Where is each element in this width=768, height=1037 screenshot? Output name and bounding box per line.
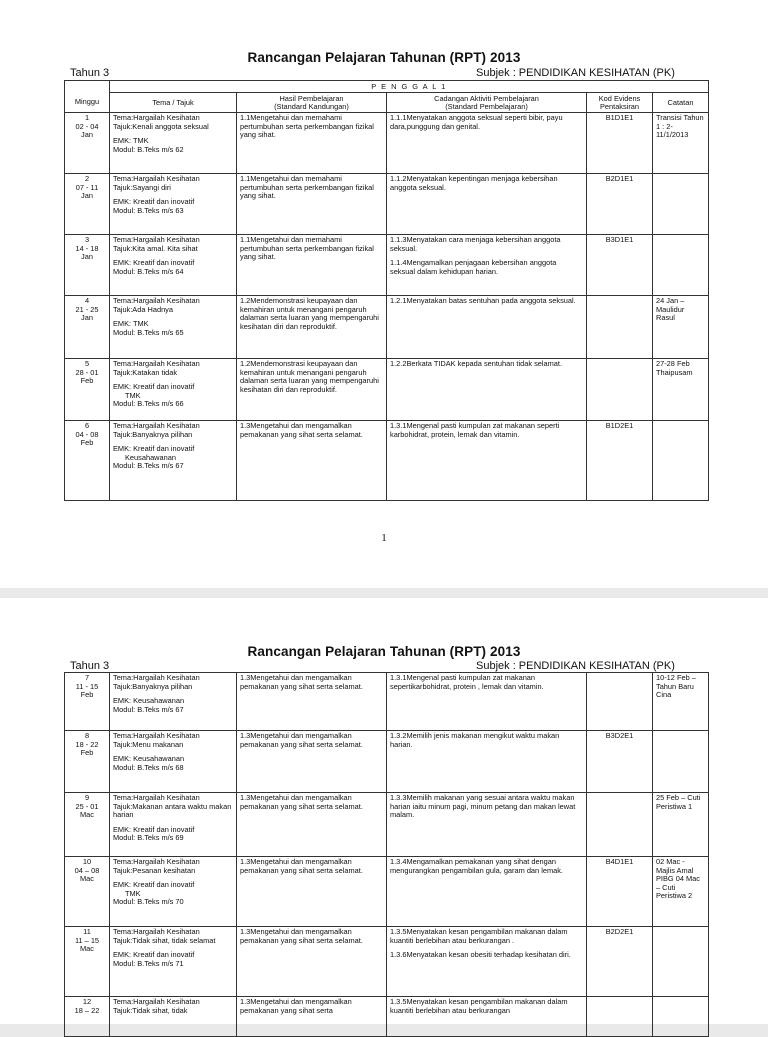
- week-dates: 04 - 08: [75, 429, 99, 439]
- catatan-text: 27-28 Feb Thaipusam: [656, 359, 693, 377]
- catatan-cell: [653, 927, 709, 997]
- week-number: 1: [84, 113, 90, 122]
- tema-cell: [110, 997, 237, 1037]
- hasil-text: 1.2Mendemonstrasi keupayaan dan kemahiran untuk menangani pengaruh dalaman serta luaran yang mempengaruhi kesihatan diri dan reproduktif.: [240, 359, 379, 394]
- page-number: 1: [381, 532, 387, 544]
- emk-text: EMK: TMK: [113, 136, 149, 146]
- minggu-cell: [65, 673, 110, 731]
- week-number: 12: [82, 997, 92, 1006]
- modul-text: Modul: B.Teks m/s 64: [113, 266, 184, 276]
- week-month: Feb: [80, 376, 94, 386]
- week-number: 9: [84, 793, 90, 802]
- tema-text: Tema:Hargailah Kesihatan: [113, 235, 200, 244]
- catatan-cell: [653, 235, 709, 296]
- header-minggu: [65, 93, 110, 113]
- week-number: 4: [84, 296, 90, 305]
- modul-text: Modul: B.Teks m/s 67: [113, 461, 184, 471]
- modul-text: Modul: B.Teks m/s 62: [113, 144, 184, 154]
- hasil-cell: [237, 927, 387, 997]
- emk-text: EMK: Keusahawanan: [113, 754, 185, 764]
- header-catatan: [653, 93, 709, 113]
- tajuk-text: Tajuk:Banyaknya pilihan: [113, 681, 193, 691]
- table-row: [65, 296, 709, 359]
- tema-cell: [110, 857, 237, 927]
- header-text: (Standard Pembelajaran): [445, 101, 528, 111]
- cadangan-cell: [387, 673, 587, 731]
- minggu-cell: [65, 235, 110, 296]
- kod-cell: [587, 296, 653, 359]
- week-number: 2: [84, 174, 90, 183]
- emk-extra: Keusahawanan: [125, 452, 176, 462]
- table-body-page-1: [65, 113, 709, 501]
- emk-text: EMK: Kreatif dan inovatif: [113, 197, 195, 207]
- cadangan-text: 1.2.2Berkata TIDAK kepada sentuhan tidak selamat.: [390, 359, 563, 368]
- emk-text: EMK: Kreatif dan inovatif: [113, 258, 195, 268]
- emk-text: EMK: Kreatif dan inovatif: [113, 444, 195, 454]
- week-dates: 07 - 11: [75, 182, 99, 192]
- minggu-cell: [65, 359, 110, 421]
- week-dates: 21 - 25: [75, 304, 99, 314]
- week-month: Feb: [80, 438, 94, 448]
- tajuk-text: Tajuk:Ada Hadnya: [113, 304, 173, 314]
- tahun-label: Tahun 3: [70, 660, 110, 672]
- hasil-text: 1.1Mengetahui dan memahami pertumbuhan serta perkembangan fizikal yang sihat.: [240, 174, 374, 201]
- week-dates: 25 - 01: [75, 801, 99, 811]
- tema-cell: [110, 113, 237, 174]
- minggu-cell: [65, 997, 110, 1037]
- header-text: Cadangan Aktiviti Pembelajaran: [434, 93, 539, 103]
- modul-text: Modul: B.Teks m/s 66: [113, 399, 184, 409]
- hasil-cell: [237, 731, 387, 793]
- kod-text: B3D1E1: [605, 235, 634, 244]
- table-row: [65, 235, 709, 296]
- catatan-text: 24 Jan – Maulidur Rasul: [656, 296, 685, 323]
- tema-cell: [110, 296, 237, 359]
- week-month: Feb: [80, 690, 94, 700]
- tema-text: Tema:Hargailah Kesihatan: [113, 927, 200, 936]
- kod-text: B2D2E1: [605, 927, 634, 936]
- hasil-cell: [237, 421, 387, 501]
- emk-text: EMK: Kreatif dan inovatif: [113, 824, 195, 834]
- document-title: Rancangan Pelajaran Tahunan (RPT) 2013: [247, 644, 521, 659]
- penggal-header: P E N G G A L 1: [110, 81, 709, 93]
- emk-extra: TMK: [125, 390, 141, 400]
- minggu-cell: [65, 296, 110, 359]
- table-row: [65, 997, 709, 1037]
- cadangan-cell: [387, 113, 587, 174]
- tema-cell: [110, 174, 237, 235]
- table-row: [65, 857, 709, 927]
- week-dates: 18 – 22: [74, 1005, 100, 1015]
- cadangan-cell: [387, 421, 587, 501]
- catatan-text: 02 Mac - Majlis Amal PIBG 04 Mac – Cuti Peristiwa 2: [656, 857, 700, 901]
- tajuk-text: Tajuk:Makanan antara waktu makan harian: [113, 801, 232, 820]
- minggu-cell: [65, 731, 110, 793]
- header-cadangan: [387, 93, 587, 113]
- hasil-cell: [237, 174, 387, 235]
- kod-text: B2D1E1: [605, 174, 634, 183]
- catatan-cell: [653, 673, 709, 731]
- catatan-cell: [653, 296, 709, 359]
- cadangan-text: 1.3.2Memilih jenis makanan mengikut waktu makan harian.: [390, 731, 560, 749]
- week-month: Mac: [80, 874, 94, 884]
- kod-cell: [587, 731, 653, 793]
- table-row: [65, 359, 709, 421]
- emk-text: EMK: Kreatif dan inovatif: [113, 382, 195, 392]
- hasil-text: 1.3Mengetahui dan mengamalkan pemakanan yang sihat serta selamat.: [240, 857, 363, 875]
- modul-text: Modul: B.Teks m/s 71: [113, 958, 184, 968]
- tema-text: Tema:Hargailah Kesihatan: [113, 421, 200, 430]
- cadangan-extra: 1.3.6Menyatakan kesan obesiti terhadap kesihatan diri.: [390, 950, 571, 960]
- week-dates: 11 - 15: [75, 681, 99, 691]
- kod-text: B1D2E1: [605, 421, 634, 430]
- week-dates: 14 - 18: [75, 243, 99, 253]
- week-month: Jan: [81, 252, 93, 262]
- week-number: 10: [82, 857, 92, 866]
- catatan-cell: [653, 793, 709, 857]
- tema-text: Tema:Hargailah Kesihatan: [113, 174, 200, 183]
- tema-cell: [110, 673, 237, 731]
- hasil-text: 1.3Mengetahui dan mengamalkan pemakanan yang sihat serta selamat.: [240, 793, 363, 811]
- hasil-text: 1.3Mengetahui dan mengamalkan pemakanan yang sihat serta selamat.: [240, 421, 363, 439]
- emk-text: EMK: TMK: [113, 319, 149, 329]
- table-row: [65, 113, 709, 174]
- catatan-cell: [653, 997, 709, 1037]
- cadangan-text: 1.3.5Menyatakan kesan pengambilan makanan dalam kuantiti berlebihan atau berkurangan .: [390, 927, 568, 945]
- cadangan-cell: [387, 235, 587, 296]
- week-number: 6: [84, 421, 90, 430]
- table-body-page-2: [65, 673, 709, 1037]
- table-row: [65, 927, 709, 997]
- kod-cell: [587, 927, 653, 997]
- week-month: Jan: [81, 191, 93, 201]
- modul-text: Modul: B.Teks m/s 63: [113, 205, 184, 215]
- catatan-text: 10-12 Feb – Tahun Baru Cina: [656, 673, 696, 700]
- document-page-2: [0, 598, 768, 1024]
- modul-text: Modul: B.Teks m/s 69: [113, 833, 184, 843]
- tema-cell: [110, 927, 237, 997]
- week-month: Mac: [80, 944, 94, 954]
- catatan-cell: [653, 359, 709, 421]
- kod-text: B3D2E1: [605, 731, 634, 740]
- cadangan-text: 1.3.1Mengenal pasti kumpulan zat makanan sepertikarbohidrat, protein , lemak dan vitamin.: [390, 673, 544, 691]
- cadangan-cell: [387, 296, 587, 359]
- hasil-text: 1.3Mengetahui dan mengamalkan pemakanan yang sihat serta selamat.: [240, 927, 363, 945]
- tema-text: Tema:Hargailah Kesihatan: [113, 997, 200, 1006]
- tema-text: Tema:Hargailah Kesihatan: [113, 731, 200, 740]
- table-row: [65, 673, 709, 731]
- hasil-cell: [237, 113, 387, 174]
- week-month: Feb: [80, 748, 94, 758]
- modul-text: Modul: B.Teks m/s 68: [113, 762, 184, 772]
- table-row: [65, 421, 709, 501]
- tema-cell: [110, 359, 237, 421]
- week-dates: 04 – 08: [74, 865, 100, 875]
- minggu-cell: [65, 113, 110, 174]
- kod-cell: [587, 235, 653, 296]
- cadangan-text: 1.3.4Mengamalkan pemakanan yang sihat dengan mengurangkan pengambilan gula, garam dan lemak.: [390, 857, 563, 875]
- rpt-table: [64, 80, 709, 501]
- catatan-cell: [653, 421, 709, 501]
- tema-text: Tema:Hargailah Kesihatan: [113, 793, 200, 802]
- cadangan-cell: [387, 997, 587, 1037]
- cadangan-text: 1.1.2Menyatakan kepentingan menjaga kebersihan anggota seksual.: [390, 174, 558, 192]
- cadangan-text: 1.3.1Mengenal pasti kumpulan zat makanan seperti karbohidrat, protein, lemak dan vitamin.: [390, 421, 560, 439]
- hasil-text: 1.1Mengetahui dan memahami pertumbuhan serta perkembangan fizikal yang sihat.: [240, 235, 374, 262]
- tema-cell: [110, 731, 237, 793]
- minggu-cell: [65, 174, 110, 235]
- week-number: 3: [84, 235, 90, 244]
- subjek-label: Subjek : PENDIDIKAN KESIHATAN (PK): [476, 67, 675, 79]
- modul-text: Modul: B.Teks m/s 67: [113, 704, 184, 714]
- hasil-text: 1.3Mengetahui dan mengamalkan pemakanan yang sihat serta: [240, 997, 352, 1015]
- header-kod: [587, 93, 653, 113]
- header-text: (Standard Kandungan): [274, 101, 349, 111]
- document-title: Rancangan Pelajaran Tahunan (RPT) 2013: [247, 50, 521, 65]
- subjek-label: Subjek : PENDIDIKAN KESIHATAN (PK): [476, 660, 675, 672]
- cadangan-text: 1.1.3Menyatakan cara menjaga kebersihan anggota seksual.: [390, 235, 561, 253]
- hasil-text: 1.3Mengetahui dan mengamalkan pemakanan yang sihat serta selamat.: [240, 673, 363, 691]
- minggu-cell: [65, 421, 110, 501]
- week-number: 7: [84, 673, 90, 682]
- cadangan-extra: 1.1.4Mengamalkan penjagaan kebersihan anggota seksual dalam kehidupan harian.: [390, 258, 557, 276]
- table-row: [65, 174, 709, 235]
- kod-cell: [587, 359, 653, 421]
- emk-text: EMK: Kreatif dan inovatif: [113, 880, 195, 890]
- kod-text: B1D1E1: [605, 113, 634, 122]
- cadangan-cell: [387, 731, 587, 793]
- tajuk-text: Tajuk:Pesanan kesihatan: [113, 865, 196, 875]
- kod-cell: [587, 857, 653, 927]
- cadangan-text: 1.3.3Memilih makanan yang sesuai antara waktu makan harian iaitu minum pagi, minum petang dan makan lewat malam.: [390, 793, 576, 820]
- tajuk-text: Tajuk:Katakan tidak: [113, 367, 178, 377]
- hasil-cell: [237, 997, 387, 1037]
- tajuk-text: Tajuk:Banyaknya pilihan: [113, 429, 193, 439]
- minggu-cell: [65, 927, 110, 997]
- tema-text: Tema:Hargailah Kesihatan: [113, 673, 200, 682]
- tema-text: Tema:Hargailah Kesihatan: [113, 359, 200, 368]
- week-number: 5: [84, 359, 90, 368]
- catatan-cell: [653, 857, 709, 927]
- cadangan-cell: [387, 359, 587, 421]
- tahun-label: Tahun 3: [70, 67, 110, 79]
- tajuk-text: Tajuk:Tidak sihat, tidak: [113, 1005, 188, 1015]
- cadangan-text: 1.2.1Menyatakan batas sentuhan pada anggota seksual.: [390, 296, 576, 305]
- week-number: 8: [84, 731, 90, 740]
- cadangan-cell: [387, 174, 587, 235]
- cadangan-cell: [387, 793, 587, 857]
- minggu-cell: [65, 793, 110, 857]
- tema-cell: [110, 235, 237, 296]
- catatan-text: 25 Feb – Cuti Peristiwa 1: [656, 793, 701, 811]
- table-row: [65, 793, 709, 857]
- header-text: Pentaksiran: [599, 101, 640, 111]
- tajuk-text: Tajuk:Kenali anggota seksual: [113, 121, 209, 131]
- tema-text: Tema:Hargailah Kesihatan: [113, 113, 200, 122]
- catatan-cell: [653, 731, 709, 793]
- tema-cell: [110, 421, 237, 501]
- week-month: Jan: [81, 130, 93, 140]
- kod-cell: [587, 113, 653, 174]
- header-cell-blank: [65, 81, 110, 93]
- cadangan-cell: [387, 857, 587, 927]
- week-month: Jan: [81, 313, 93, 323]
- catatan-cell: [653, 113, 709, 174]
- tajuk-text: Tajuk:Menu makanan: [113, 739, 184, 749]
- tema-text: Tema:Hargailah Kesihatan: [113, 296, 200, 305]
- header-text: Tema / Tajuk: [152, 97, 194, 107]
- table-row: [65, 731, 709, 793]
- week-dates: 02 - 04: [75, 121, 99, 131]
- tema-text: Tema:Hargailah Kesihatan: [113, 857, 200, 866]
- kod-cell: [587, 997, 653, 1037]
- cadangan-text: 1.3.5Menyatakan kesan pengambilan makanan dalam kuantiti berlebihan atau berkurangan: [390, 997, 568, 1015]
- kod-cell: [587, 793, 653, 857]
- week-dates: 18 - 22: [75, 739, 99, 749]
- kod-text: B4D1E1: [605, 857, 634, 866]
- kod-cell: [587, 174, 653, 235]
- kod-cell: [587, 421, 653, 501]
- week-dates: 11 – 15: [74, 935, 100, 945]
- header-text: Kod Evidens: [598, 93, 641, 103]
- emk-text: EMK: Kreatif dan inovatif: [113, 950, 195, 960]
- header-hasil: [237, 93, 387, 113]
- tajuk-text: Tajuk:Sayangi diri: [113, 182, 171, 192]
- week-month: Mac: [80, 810, 94, 820]
- header-text: Catatan: [667, 97, 694, 107]
- catatan-cell: [653, 174, 709, 235]
- hasil-cell: [237, 235, 387, 296]
- emk-text: EMK: Keusahawanan: [113, 696, 185, 706]
- week-dates: 28 - 01: [75, 367, 99, 377]
- emk-extra: TMK: [125, 888, 141, 898]
- modul-text: Modul: B.Teks m/s 70: [113, 897, 184, 907]
- hasil-cell: [237, 673, 387, 731]
- minggu-cell: [65, 857, 110, 927]
- header-tema: [110, 93, 237, 113]
- hasil-cell: [237, 359, 387, 421]
- tajuk-text: Tajuk:Tidak sihat, tidak selamat: [113, 935, 216, 945]
- header-text: Hasil Pembelajaran: [279, 93, 344, 103]
- cadangan-text: 1.1.1Menyatakan anggota seksual seperti bibir, payu dara,punggung dan genital.: [390, 113, 563, 131]
- rpt-table-continued: [64, 672, 709, 1037]
- tema-cell: [110, 793, 237, 857]
- modul-text: Modul: B.Teks m/s 65: [113, 327, 184, 337]
- week-number: 11: [83, 927, 91, 936]
- cadangan-cell: [387, 927, 587, 997]
- tajuk-text: Tajuk:Kita amal. Kita sihat: [113, 243, 198, 253]
- hasil-cell: [237, 857, 387, 927]
- hasil-cell: [237, 793, 387, 857]
- hasil-cell: [237, 296, 387, 359]
- hasil-text: 1.2Mendemonstrasi keupayaan dan kemahiran untuk menangani pengaruh dalaman serta luaran yang mempengaruhi kesihatan diri dan reproduktif.: [240, 296, 379, 331]
- hasil-text: 1.3Mengetahui dan mengamalkan pemakanan yang sihat serta selamat.: [240, 731, 363, 749]
- hasil-text: 1.1Mengetahui dan memahami pertumbuhan serta perkembangan fizikal yang sihat.: [240, 113, 374, 140]
- catatan-text: Transisi Tahun 1 : 2-11/1/2013: [656, 113, 704, 140]
- kod-cell: [587, 673, 653, 731]
- header-text: Minggu: [74, 97, 100, 107]
